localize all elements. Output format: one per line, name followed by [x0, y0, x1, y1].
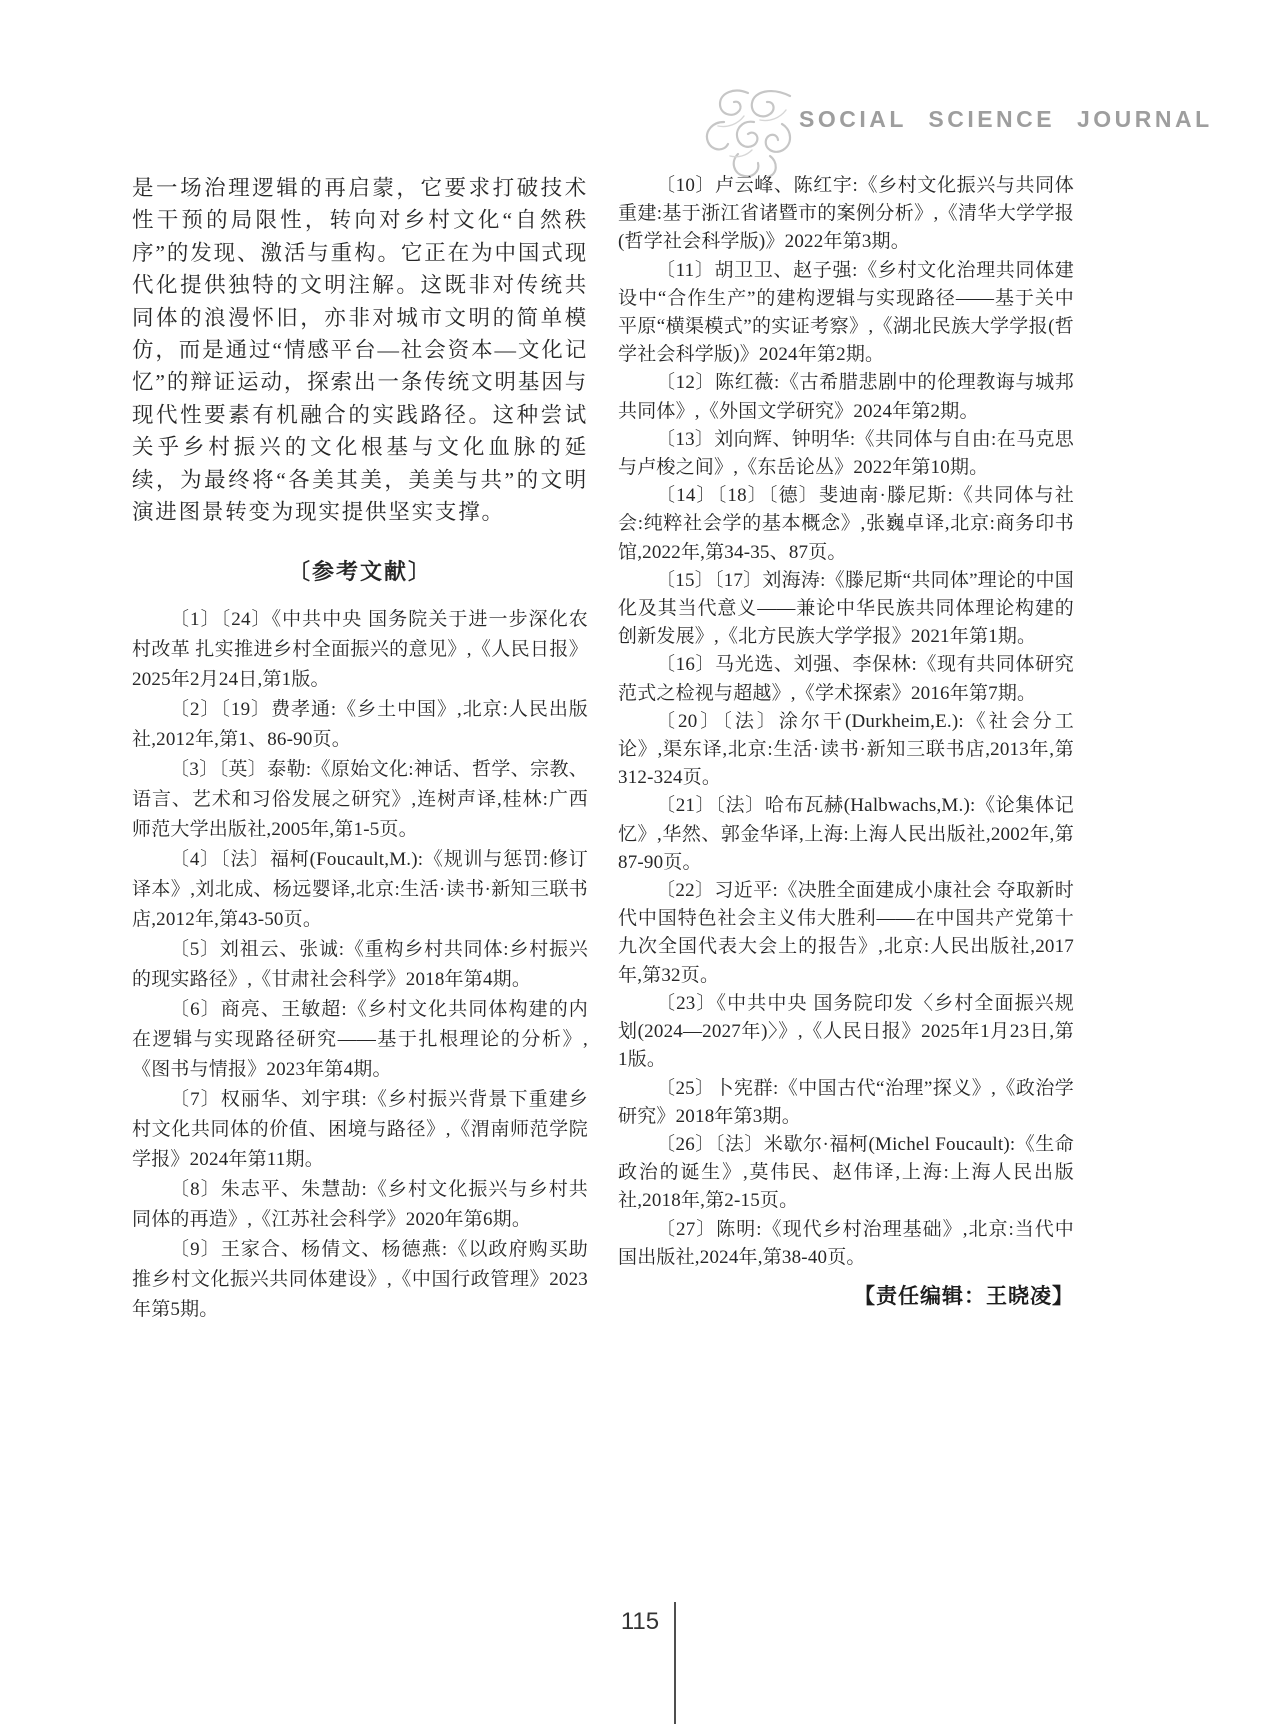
reference-item: 〔6〕商亮、王敏超:《乡村文化共同体构建的内在逻辑与实现路径研究——基于扎根理论的分析》,《图书与情报》2023年第4期。	[132, 999, 588, 1081]
reference-item: 〔3〕〔英〕泰勒:《原始文化:神话、哲学、宗教、语言、艺术和习俗发展之研究》,连树声译,桂林:广西师范大学出版社,2005年,第1-5页。	[132, 759, 588, 841]
page-number: 115	[620, 1608, 660, 1635]
reference-item: 〔26〕〔法〕米歇尔·福柯(Michel Foucault):《生命政治的诞生》,莫伟民、赵伟译,上海:上海人民出版社,2018年,第2-15页。	[618, 1133, 1074, 1212]
reference-item: 〔21〕〔法〕哈布瓦赫(Halbwachs,M.):《论集体记忆》,华然、郭金华译,上海:上海人民出版社,2002年,第87-90页。	[618, 795, 1074, 873]
editor-note: 【责任编辑：王晓凌】	[854, 1284, 1074, 1308]
reference-item: 〔9〕王家合、杨倩文、杨德燕:《以政府购买助推乡村文化振兴共同体建设》,《中国行政管理》2023年第5期。	[132, 1239, 588, 1321]
right-column	[618, 172, 1074, 1310]
reference-item: 〔10〕卢云峰、陈红宇:《乡村文化振兴与共同体重建:基于浙江省诸暨市的案例分析》,《清华大学学报(哲学社会科学版)》2022年第3期。	[618, 175, 1074, 253]
references-list-right	[618, 172, 1074, 1272]
closing-paragraph: 是一场治理逻辑的再启蒙，它要求打破技术性干预的局限性，转向对乡村文化“自然秩序”的发现、激活与重构。它正在为中国式现代化提供独特的文明注解。这既非对传统共同体的浪漫怀旧，亦非对城市文明的简单模仿，而是通过“情感平台—社会资本—文化记忆”的辩证运动，探索出一条传统文明基因与现代性要素有机融合的实践路径。这种尝试关乎乡村振兴的文化根基与文化血脉的延续，为最终将“各美其美，美美与共”的文明演进图景转变为现实提供坚实支撑。	[132, 176, 588, 525]
reference-item: 〔15〕〔17〕刘海涛:《滕尼斯“共同体”理论的中国化及其当代意义——兼论中华民族共同体理论构建的创新发展》,《北方民族大学学报》2021年第1期。	[618, 569, 1074, 648]
reference-item: 〔25〕卜宪群:《中国古代“治理”探义》,《政治学研究》2018年第3期。	[618, 1077, 1074, 1127]
footer-divider	[674, 1602, 676, 1724]
references-heading: 〔参考文献〕	[287, 559, 432, 585]
left-column	[132, 172, 588, 1325]
reference-item: 〔22〕习近平:《决胜全面建成小康社会 夺取新时代中国特色社会主义伟大胜利——在中国共产党第十九次全国代表大会上的报告》,北京:人民出版社,2017年,第32页。	[618, 880, 1074, 986]
reference-item: 〔27〕陈明:《现代乡村治理基础》,北京:当代中国出版社,2024年,第38-40页。	[618, 1218, 1074, 1268]
reference-item: 〔7〕权丽华、刘宇琪:《乡村振兴背景下重建乡村文化共同体的价值、困境与路径》,《渭南师范学院学报》2024年第11期。	[132, 1089, 588, 1171]
journal-logo-icon	[694, 84, 794, 179]
reference-item: 〔23〕《中共中央 国务院印发〈乡村全面振兴规划(2024—2027年)〉》,《人民日报》2025年1月23日,第1版。	[618, 992, 1074, 1071]
reference-item: 〔2〕〔19〕费孝通:《乡土中国》,北京:人民出版社,2012年,第1、86-90页。	[132, 699, 588, 751]
reference-item: 〔1〕〔24〕《中共中央 国务院关于进一步深化农村改革 扎实推进乡村全面振兴的意见》,《人民日报》2025年2月24日,第1版。	[132, 609, 588, 691]
reference-item: 〔5〕刘祖云、张诚:《重构乡村共同体:乡村振兴的现实路径》,《甘肃社会科学》2018年第4期。	[132, 939, 588, 991]
reference-item: 〔11〕胡卫卫、赵子强:《乡村文化治理共同体建设中“合作生产”的建构逻辑与实现路径——基于关中平原“横渠模式”的实证考察》,《湖北民族大学学报(哲学社会科学版)》2024年第2期。	[618, 259, 1074, 366]
references-list-left	[132, 605, 588, 1325]
page-header	[0, 0, 1280, 180]
reference-item: 〔13〕刘向辉、钟明华:《共同体与自由:在马克思与卢梭之间》,《东岳论丛》2022年第10期。	[618, 428, 1074, 479]
reference-item: 〔14〕〔18〕〔德〕斐迪南·滕尼斯:《共同体与社会:纯粹社会学的基本概念》,张巍卓译,北京:商务印书馆,2022年,第34-35、87页。	[618, 485, 1074, 563]
reference-item: 〔16〕马光选、刘强、李保林:《现有共同体研究范式之检视与超越》,《学术探索》2016年第7期。	[618, 654, 1074, 704]
reference-item: 〔12〕陈红薇:《古希腊悲剧中的伦理教诲与城邦共同体》,《外国文学研究》2024年第2期。	[618, 372, 1074, 422]
journal-name: SOCIAL SCIENCE JOURNAL	[799, 106, 1213, 132]
reference-item: 〔8〕朱志平、朱慧劼:《乡村文化振兴与乡村共同体的再造》,《江苏社会科学》2020年第6期。	[132, 1179, 588, 1231]
reference-item: 〔20〕〔法〕涂尔干(Durkheim,E.):《社会分工论》,渠东译,北京:生活·读书·新知三联书店,2013年,第312-324页。	[618, 710, 1074, 789]
reference-item: 〔4〕〔法〕福柯(Foucault,M.):《规训与惩罚:修订译本》,刘北成、杨远婴译,北京:生活·读书·新知三联书店,2012年,第43-50页。	[132, 849, 588, 931]
